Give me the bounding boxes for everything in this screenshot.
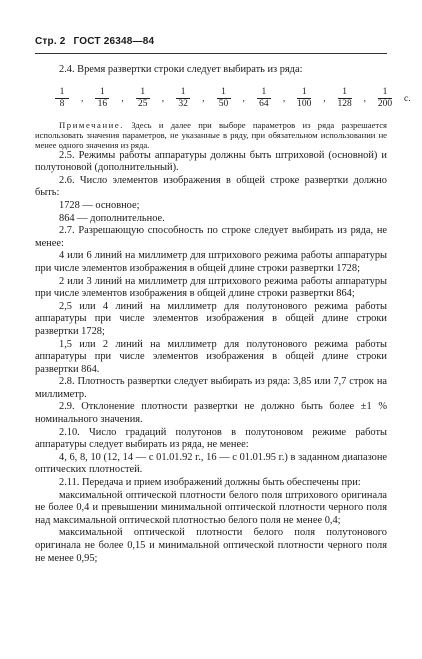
list-item-2-6-a: 1728 — основное; — [59, 199, 140, 211]
document-body — [35, 64, 411, 565]
list-item-2-7-c: 2,5 или 4 линий на миллиметр для полутонового режима работы аппаратуры при числе элементов изображения в общей длине строки развертки 1728; — [35, 300, 387, 337]
fraction-1-100: $\frac{1}{100}$ — [297, 86, 312, 109]
note-2-4 — [35, 120, 387, 150]
note-label: Примечание. — [59, 119, 125, 130]
paragraph-2-4: 2.4. Время развертки строки следует выбирать из ряда: — [59, 64, 303, 75]
list-item-2-6-b: 864 — дополнительное. — [59, 212, 165, 224]
fraction-1-50: $\frac{1}{50}$ — [217, 87, 231, 110]
fraction-1-16: $\frac{1}{16}$ — [95, 87, 109, 110]
page-number: Стр. 2 — [35, 36, 66, 47]
paragraph-2-7: 2.7. Разрешающую способность по строке следует выбирать из ряда, не менее: — [35, 225, 387, 249]
paragraph-2-9: 2.9. Отклонение плотности развертки не должно быть более ±1 % номинального значения. — [35, 401, 387, 426]
paragraph-2-5: 2.5. Режимы работы аппаратуры должны быть штриховой (основной) и полутоновой (дополнительный). — [35, 149, 387, 174]
fraction-1-8: $\frac{1}{8}$ — [55, 87, 69, 110]
header-rule — [35, 53, 387, 54]
list-item-2-11-b: максимальной оптической плотности белого поля полутонового оригинала не более 0,15 и минимальной оптической плотности черного поля не менее 0,95; — [35, 527, 387, 564]
list-item-2-10-a: 4, 6, 8, 10 (12, 14 — с 01.01.92 г., 16 — с 01.01.95 г.) в заданном диапазоне оптических плотностей. — [35, 451, 387, 476]
fraction-1-128: $\frac{1}{128}$ — [337, 86, 352, 109]
page-header — [35, 36, 154, 47]
fraction-1-32: $\frac{1}{32}$ — [176, 87, 190, 110]
fraction-row: $\frac{1}{8}$ , $\frac{1}{16}$ , $\frac{1}{25}$ , $\frac{1}{32}$ , $\frac{1}{50}$ , $\frac{1}{64}$ , $\frac{1}{100}$ , $\frac{1}{128}$ , $\frac{1}{200}$ с. — [55, 87, 387, 110]
paragraph-2-11: 2.11. Передача и прием изображений должны быть обеспечены при: — [59, 477, 361, 489]
list-item-2-7-b: 2 или 3 линий на миллиметр для штрихового режима работы аппаратуры при числе элементов изображения в общей длине строки развертки 864; — [35, 275, 387, 300]
fraction-1-64: $\frac{1}{64}$ — [257, 87, 271, 110]
fraction-1-25: $\frac{1}{25}$ — [136, 87, 150, 110]
paragraph-2-6: 2.6. Число элементов изображения в общей строке развертки должно быть: — [35, 174, 387, 199]
list-item-2-7-a: 4 или 6 линий на миллиметр для штрихового режима работы аппаратуры при числе элементов изображения в общей длине строки развертки 1728; — [35, 250, 387, 274]
list-item-2-7-d: 1,5 или 2 линий на миллиметр для полутонового режима работы аппаратуры при числе элементов изображения в общей длине строки развертки 864. — [35, 338, 387, 375]
note-text: Здесь и далее при выборе параметров из ряда разрешается использовать значения параметров, не указанные в ряду, при обязательном использовании не менее одного значения из ряда. — [35, 119, 387, 150]
paragraph-2-8: 2.8. Плотность развертки следует выбирать из ряда: 3,85 или 7,7 строк на миллиметр. — [35, 376, 387, 400]
paragraph-2-10: 2.10. Число градаций полутонов в полутоновом режиме работы аппаратуры следует выбирать из ряда, не менее: — [35, 426, 387, 451]
fraction-1-200: $\frac{1}{200}$ — [377, 86, 393, 109]
unit-seconds: с. — [404, 93, 411, 104]
list-item-2-11-a: максимальной оптической плотности белого поля штрихового оригинала не более 0,4 и превышении минимальной оптической плотности черного поля над максимальной оптической плотностью белого поля не менее 0,4; — [35, 489, 387, 526]
standard-code: ГОСТ 26348—84 — [73, 36, 155, 47]
